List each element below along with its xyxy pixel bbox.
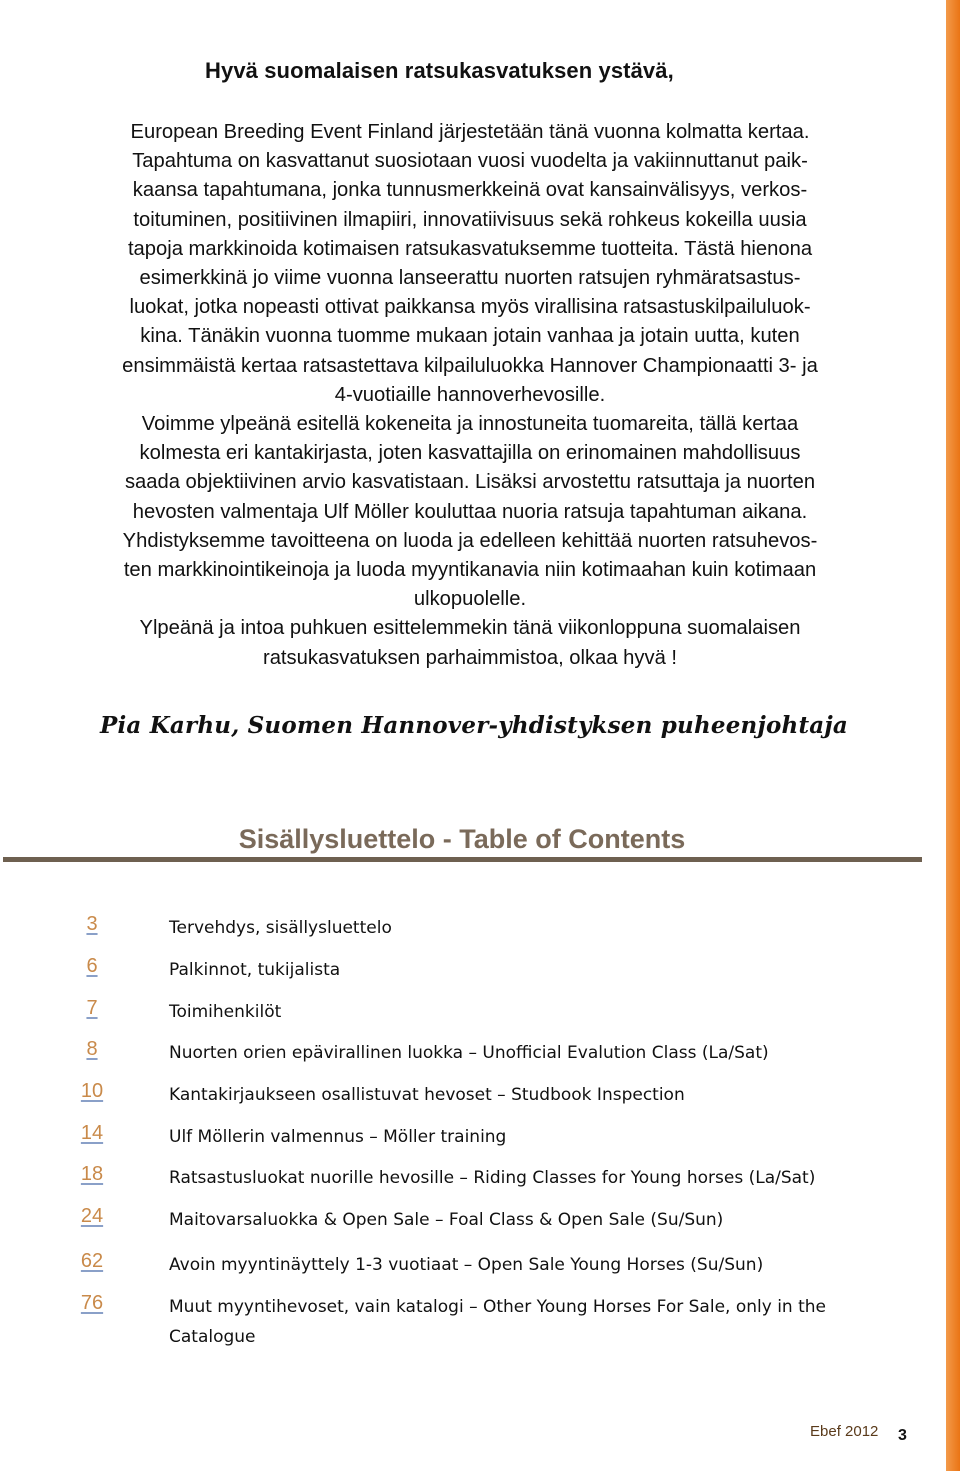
toc-item-text: Palkinnot, tukijalista bbox=[169, 960, 341, 980]
toc-page-link[interactable]: 24 bbox=[80, 1205, 104, 1227]
intro-text bbox=[30, 118, 910, 673]
toc-item-text: Ulf Möllerin valmennus – Möller training bbox=[169, 1127, 507, 1147]
intro-line: kaansa tapahtumana, jonka tunnusmerkkeinä ovat kansainvälisyys, verkos- bbox=[132, 179, 808, 202]
page-number: 3 bbox=[898, 1427, 907, 1444]
intro-line: ten markkinointikeinoja ja luoda myyntikanavia niin kotimaahan kuin kotimaan bbox=[123, 559, 817, 582]
intro-line: saada objektiivinen arvio kasvatistaan. Lisäksi arvostettu ratsuttaja ja nuorten bbox=[124, 471, 816, 494]
intro-line: ratsukasvatuksen parhaimmistoa, olkaa hyvä ! bbox=[262, 646, 678, 669]
toc-item-text: Kantakirjaukseen osallistuvat hevoset – Studbook Inspection bbox=[169, 1085, 685, 1105]
intro-line: ulkopuolelle. bbox=[413, 588, 527, 611]
toc-item-text: Ratsastusluokat nuorille hevosille – Riding Classes for Young horses (La/Sat) bbox=[169, 1168, 816, 1188]
toc-item-text: Nuorten orien epävirallinen luokka – Unofficial Evalution Class (La/Sat) bbox=[169, 1043, 769, 1063]
intro-line: ensimmäistä kertaa ratsastettava kilpailuluokka Hannover Championaatti 3- ja bbox=[122, 354, 818, 377]
intro-line: esimerkkinä jo viime vuonna lanseerattu nuorten ratsujen ryhmäratsastus- bbox=[139, 267, 801, 290]
toc-page-link[interactable]: 14 bbox=[80, 1122, 104, 1144]
toc-title: Sisällysluettelo - Table of Contents bbox=[238, 824, 686, 854]
toc-page-link[interactable]: 10 bbox=[80, 1080, 104, 1102]
toc-item-text: Avoin myyntinäyttely 1-3 vuotiaat – Open Sale Young Horses (Su/Sun) bbox=[169, 1255, 764, 1275]
intro-line: toituminen, positiivinen ilmapiiri, innovatiivisuus sekä rohkeus kokeilla uusia bbox=[133, 208, 807, 231]
intro-line: Yhdistyksemme tavoitteena on luoda ja edelleen kehittää nuorten ratsuhevos- bbox=[122, 529, 818, 552]
orange-side-bar bbox=[946, 0, 960, 1471]
toc-item-text: Tervehdys, sisällysluettelo bbox=[169, 918, 392, 938]
intro-line: Ylpeänä ja intoa puhkuen esittelemmekin tänä viikonloppuna suomalaisen bbox=[139, 617, 801, 640]
toc-page-link[interactable]: 8 bbox=[86, 1038, 98, 1060]
toc-page-link[interactable]: 3 bbox=[86, 913, 98, 935]
signature: Pia Karhu, Suomen Hannover-yhdistyksen puheenjohtaja bbox=[100, 712, 849, 739]
toc-divider bbox=[3, 857, 922, 862]
toc-page-link[interactable]: 18 bbox=[80, 1163, 104, 1185]
intro-line: Voimme ylpeänä esitellä kokeneita ja innostuneita tuomareita, tällä kertaa bbox=[141, 413, 799, 436]
intro-line: luokat, jotka nopeasti ottivat paikkansa myös virallisina ratsastuskilpailuluok- bbox=[129, 296, 811, 319]
toc-item-text: Toimihenkilöt bbox=[169, 1002, 282, 1022]
footer-label: Ebef 2012 bbox=[810, 1423, 879, 1440]
toc-item-text: Muut myyntihevoset, vain katalogi – Other Young Horses For Sale, only in the Catalogue bbox=[169, 1297, 827, 1347]
intro-line: European Breeding Event Finland järjestetään tänä vuonna kolmatta kertaa. bbox=[130, 121, 810, 143]
toc-page-link[interactable]: 7 bbox=[86, 997, 98, 1019]
toc-item-text: Maitovarsaluokka & Open Sale – Foal Class & Open Sale (Su/Sun) bbox=[169, 1210, 724, 1230]
intro-line: 4-vuotiaille hannoverhevosille. bbox=[334, 383, 606, 406]
intro-line: kolmesta eri kantakirjasta, joten kasvattajilla on erinomainen mahdollisuus bbox=[139, 442, 801, 465]
greeting-heading: Hyvä suomalaisen ratsukasvatuksen ystävä, bbox=[205, 58, 674, 83]
toc-page-link[interactable]: 6 bbox=[86, 955, 98, 977]
toc-page-link[interactable]: 62 bbox=[80, 1250, 104, 1272]
intro-line: tapoja markkinoida kotimaisen ratsukasvatuksemme tuotteita. Tästä hienona bbox=[127, 237, 813, 260]
intro-line: hevosten valmentaja Ulf Möller kouluttaa nuoria ratsuja tapahtuman aikana. bbox=[132, 500, 808, 523]
intro-line: kina. Tänäkin vuonna tuomme mukaan jotain vanhaa ja jotain uutta, kuten bbox=[140, 325, 800, 348]
toc-page-link[interactable]: 76 bbox=[80, 1292, 104, 1314]
intro-line: Tapahtuma on kasvattanut suosiotaan vuosi vuodelta ja vakiinnuttanut paik- bbox=[132, 150, 808, 173]
